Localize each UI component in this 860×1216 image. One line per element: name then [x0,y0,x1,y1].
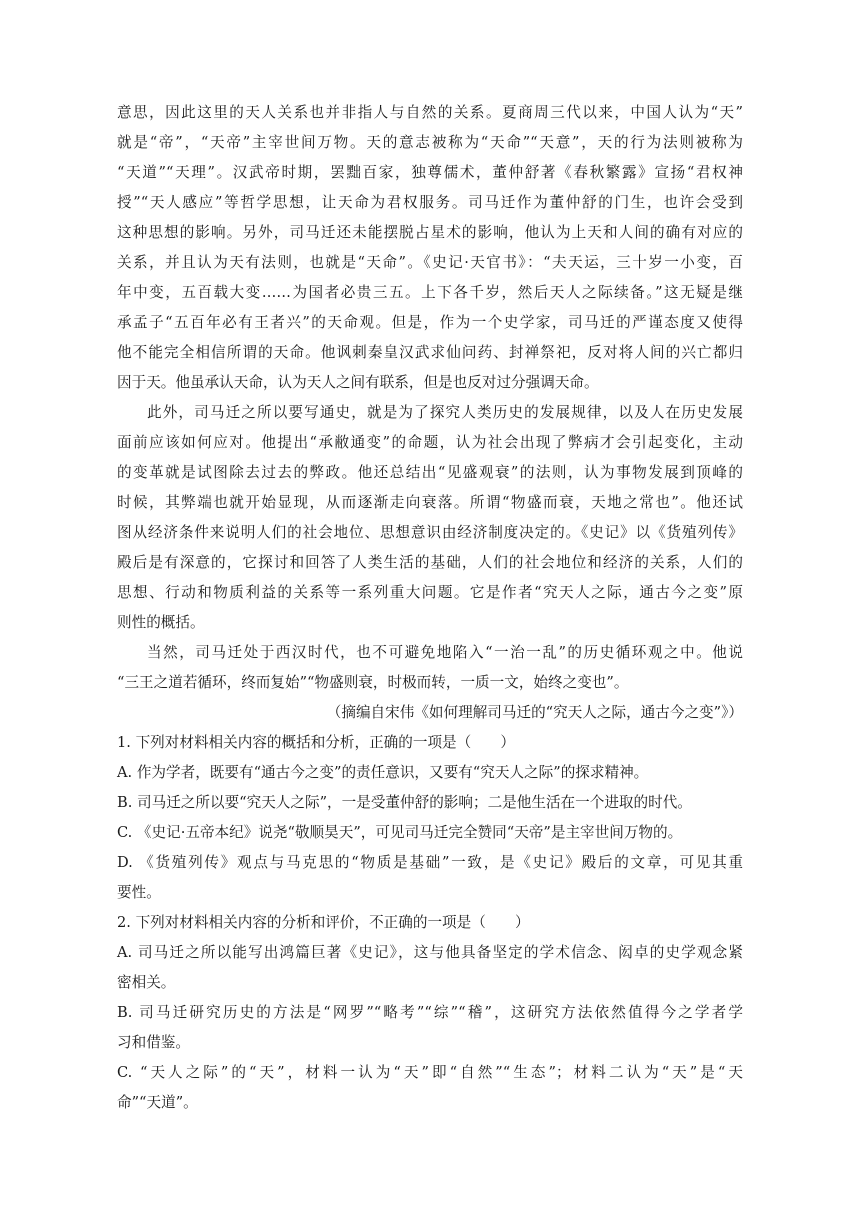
text-line: 因于天。他虽承认天命，认为天人之间有联系，但是也反对过分强调天命。 [117,374,599,391]
option-b-continued: 习和借鉴。 [117,1034,190,1051]
question-stem: 2. 下列对材料相关内容的分析和评价，不正确的一项是（ ） [117,914,530,931]
text-line: 关系，并且认为天有法则，也就是“天命”。《史记·天官书》：“夫天运，三十岁一小变，百 [117,254,743,271]
option-a-continued: 密相关。 [117,974,176,991]
question-stem: 1. 下列对材料相关内容的概括和分析，正确的一项是（ ） [117,734,516,751]
option-d: D. 《货殖列传》观点与马克思的“物质是基础”一致，是《史记》殿后的文章，可见其重 [117,854,743,871]
text-line: 承孟子“五百年必有王者兴”的天命观。但是，作为一个史学家，司马迁的严谨态度又使得 [117,314,743,331]
text-line: 思想、行动和物质利益的关系等一系列重大问题。它是作者“究天人之际，通古今之变”原 [117,584,743,601]
text-line: 就是“帝”，“天帝”主宰世间万物。天的意志被称为“天命”“天意”，天的行为法则被称为 [117,134,743,151]
text-line: 的变革就是试图除去过去的弊政。他还总结出“见盛观衰”的法则，认为事物发展到顶峰的 [117,464,743,481]
text-line: 殿后是有深意的，它探讨和回答了人类生活的基础，人们的社会地位和经济的关系，人们的 [117,554,743,571]
text-line: 面前应该如何应对。他提出“承敝通变”的命题，认为社会出现了弊病才会引起变化，主动 [117,434,743,451]
text-line: 意思，因此这里的天人关系也并非指人与自然的关系。夏商周三代以来，中国人认为“天” [117,104,743,121]
option-c-continued: 命”“天道”。 [117,1094,198,1111]
text-line: 此外，司马迁之所以要写通史，就是为了探究人类历史的发展规律，以及人在历史发展 [147,404,743,421]
option-c: C. “天人之际”的“天”，材料一认为“天”即“自然”“生态”；材料二认为“天”是“天 [117,1064,743,1081]
option-b: B. 司马迁之所以要“究天人之际”，一是受董仲舒的影响；二是他生活在一个进取的时代。 [117,794,692,811]
text-line: 授”“天人感应”等哲学思想，让天命为君权服务。司马迁作为董仲舒的门生，也许会受到 [117,194,743,211]
source-attribution: （摘编自宋伟《如何理解司马迁的“究天人之际，通古今之变”》） [326,704,743,721]
text-line: 当然，司马迁处于西汉时代，也不可避免地陷入“一治一乱”的历史循环观之中。他说 [147,644,743,661]
text-line: “三王之道若循环，终而复始”“物盛则衰，时极而转，一质一文，始终之变也”。 [117,674,629,691]
text-line: 这种思想的影响。另外，司马迁还未能摆脱占星术的影响，他认为上天和人间的确有对应的 [117,224,743,241]
text-line: 年中变，五百载大变……为国者必贵三五。上下各千岁，然后天人之际续备。”这无疑是继 [117,284,743,301]
text-line: 他不能完全相信所谓的天命。他讽刺秦皇汉武求仙问药、封禅祭祀，反对将人间的兴亡都归 [117,344,743,361]
option-c: C. 《史记·五帝本纪》说尧“敬顺昊天”，可见司马迁完全赞同“天帝”是主宰世间万物的。 [117,824,683,841]
text-line: 时候，其弊端也就开始显现，从而逐渐走向衰落。所谓“物盛而衰，天地之常也”。他还试 [117,494,743,511]
text-line: 则性的概括。 [117,614,205,631]
text-line: “天道”“天理”。汉武帝时期，罢黜百家，独尊儒术，董仲舒著《春秋繁露》宣扬“君权神 [117,164,743,181]
option-b: B. 司马迁研究历史的方法是“网罗”“略考”“综”“稽”，这研究方法依然值得今之学者学 [117,1004,743,1021]
option-a: A. 司马迁之所以能写出鸿篇巨著《史记》，这与他具备坚定的学术信念、闳卓的史学观念紧 [117,944,743,961]
option-a: A. 作为学者，既要有“通古今之变”的责任意识，又要有“究天人之际”的探求精神。 [117,764,649,781]
text-line: 图从经济条件来说明人们的社会地位、思想意识由经济制度决定的。《史记》以《货殖列传》 [117,524,743,541]
option-d-continued: 要性。 [117,884,161,901]
